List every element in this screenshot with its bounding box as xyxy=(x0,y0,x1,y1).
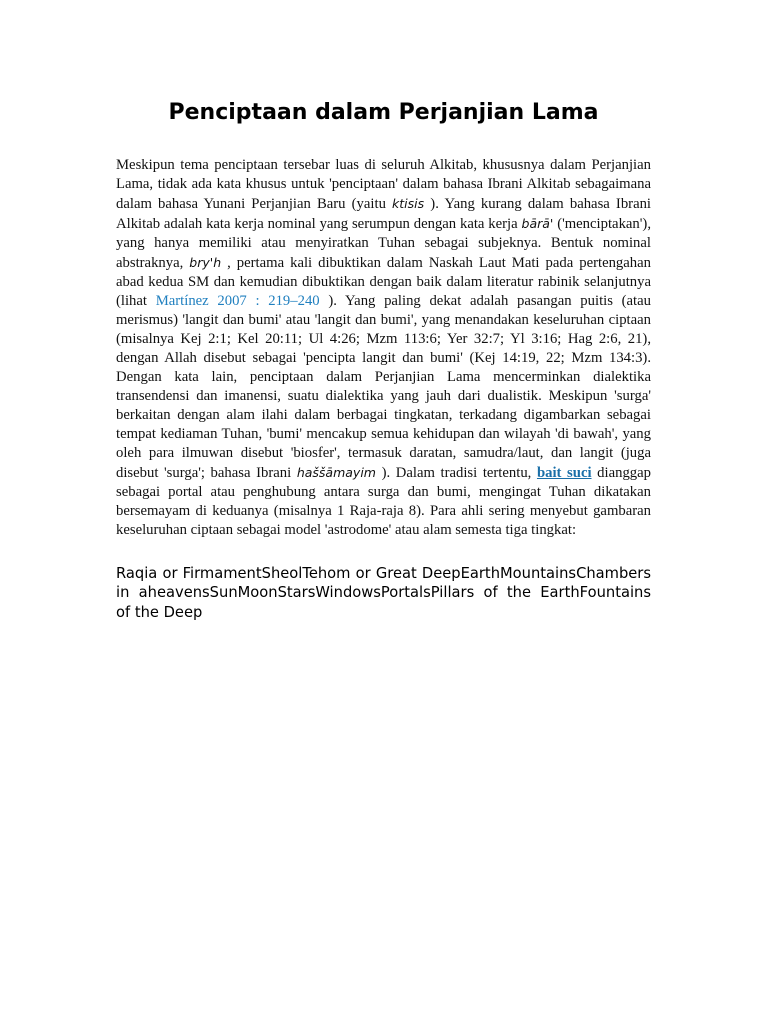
paragraph-text: Meskipun tema penciptaan tersebar luas di seluruh Alkitab, khususnya dalam Perjanjian Lama, tidak ada kata khusus untuk 'penciptaan' dalam bahasa Ibrani Alkitab sebagaimana dalam bahasa Yunani Perjanjian Baru (yaitu xyxy=(116,157,651,212)
italic-term-bara: bārā' xyxy=(521,216,554,231)
paragraph-text: , pertama kali dibuktikan dalam Naskah Laut Mati pada pertengahan abad kedua SM dan kemudian dibuktikan dengan baik dalam literatur rabinik selanjutnya (lihat xyxy=(116,255,651,309)
bait-suci-link[interactable]: bait suci xyxy=(536,465,592,481)
citation-link[interactable]: Martínez 2007 : 219–240 xyxy=(155,293,320,309)
paragraph-text: ('menciptakan'), yang hanya memiliki atau menyiratkan Tuhan sebagai subjeknya. Bentuk nominal abstraknya, xyxy=(116,216,651,271)
italic-term-hassamayim: haššāmayim xyxy=(296,465,376,480)
diagram-label-text: Raqia or FirmamentSheolTehom or Great DeepEarthMountainsChambers in aheavensSunMoonStarsWindowsPortalsPillars of the EarthFountains of the Deep xyxy=(116,565,651,621)
body-paragraph xyxy=(116,156,651,540)
paragraph-text: ). Dalam tradisi tertentu, xyxy=(375,465,537,481)
paragraph-text: ). Yang paling dekat adalah pasangan puitis (atau merismus) 'langit dan bumi' atau 'langit dan bumi', yang menandakan keseluruhan ciptaan (misalnya Kej 2:1; Kel 20:11; Ul 4:26; Mzm 113:6; Yer 32:7; Yl 3:16; Hag 2:6, 21), dengan Allah disebut sebagai 'pencipta langit dan bumi' (Kej 14:19, 22; Mzm 134:3). Dengan kata lain, penciptaan dalam Perjanjian Lama mencerminkan dialektika transendensi dan imanensi, suatu dialektika yang jauh dari dualistik. Meskipun 'surga' berkaitan dengan alam ilahi dalam berbagai tingkatan, terkadang digambarkan sebagai tempat kediaman Tuhan, 'bumi' mencakup semua kehidupan dan wilayah 'di bawah', yang oleh para ilmuwan disebut 'biosfer', termasuk daratan, samudra/laut, dan langit (juga disebut 'surga'; bahasa Ibrani xyxy=(116,293,651,481)
page-title: Penciptaan dalam Perjanjian Lama xyxy=(168,100,599,125)
document-page xyxy=(116,96,651,622)
italic-term-ktisis: ktisis xyxy=(392,196,425,211)
paragraph-text: ). Yang kurang dalam bahasa Ibrani Alkitab adalah kata kerja nominal yang serumpun dengan kata kerja xyxy=(116,196,652,232)
italic-term-bryh: bry'h xyxy=(189,255,222,270)
paragraph-text: dianggap sebagai portal atau penghubung antara surga dan bumi, mengingat Tuhan dikatakan bersemayam di keduanya (misalnya 1 Raja-raja 8). Para ahli sering menyebut gambaran keseluruhan ciptaan sebagai model 'astrodome' atau alam semesta tiga tingkat: xyxy=(116,465,651,538)
